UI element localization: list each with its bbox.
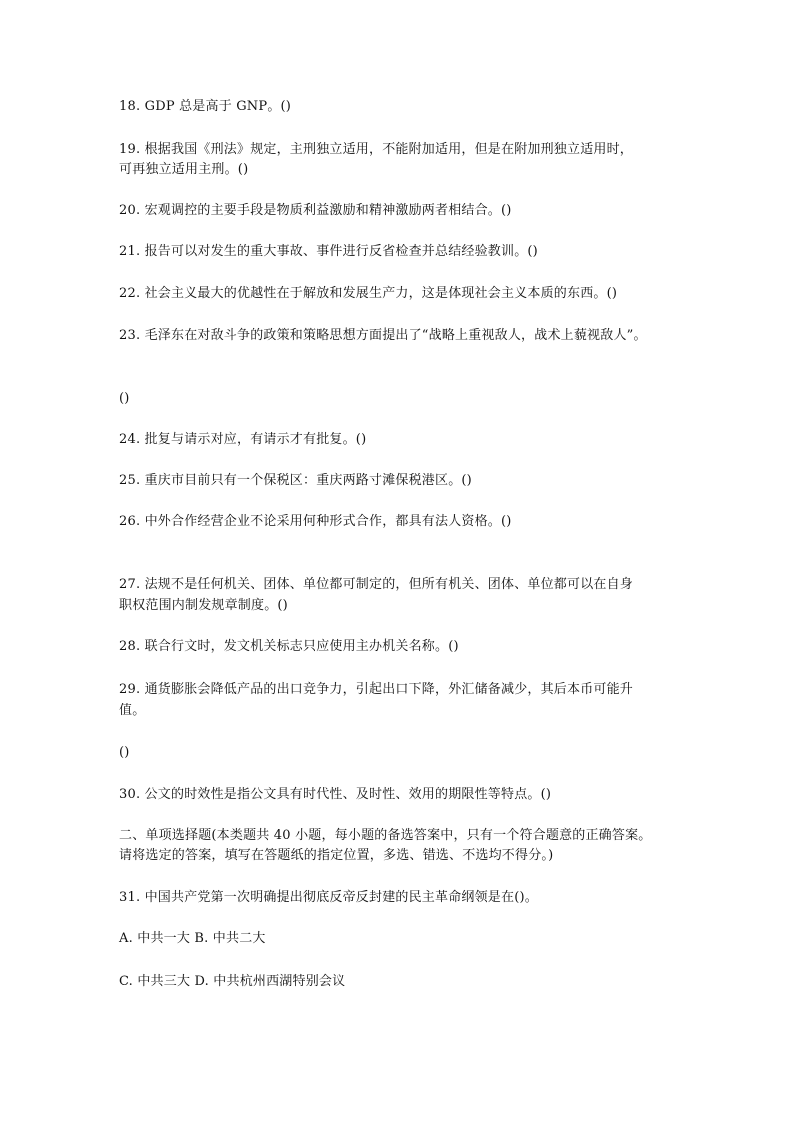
question-22: 22. 社会主义最大的优越性在于解放和发展生产力，这是体现社会主义本质的东西。()	[119, 286, 618, 301]
question-27-line-1: 27. 法规不是任何机关、团体、单位都可制定的，但所有机关、团体、单位都可以在自身	[119, 577, 634, 592]
question-29-line-2: 值。	[119, 703, 146, 718]
question-20: 20. 宏观调控的主要手段是物质利益激励和精神激励两者相结合。()	[119, 203, 512, 218]
question-28: 28. 联合行文时，发文机关标志只应使用主办机关名称。()	[119, 639, 459, 654]
question-26: 26. 中外合作经营企业不论采用何种形式合作，都具有法人资格。()	[119, 514, 512, 529]
section-heading-line-2: 请将选定的答案，填写在答题纸的指定位置，多选、错选、不选均不得分。)	[119, 848, 554, 863]
question-25: 25. 重庆市目前只有一个保税区：重庆两路寸滩保税港区。()	[119, 473, 472, 488]
question-29-paren: ()	[119, 745, 130, 760]
question-27-line-2: 职权范围内制发规章制度。()	[119, 598, 288, 613]
question-30: 30. 公文的时效性是指公文具有时代性、及时性、效用的期限性等特点。()	[119, 787, 552, 802]
question-24: 24. 批复与请示对应，有请示才有批复。()	[119, 432, 367, 447]
question-19-line-1: 19. 根据我国《刑法》规定，主刑独立适用，不能附加适用，但是在附加刑独立适用时，	[119, 142, 634, 157]
section-heading-line-1: 二、单项选择题(本类题共 40 小题，每小题的备选答案中，只有一个符合题意的正确答案。	[119, 828, 652, 843]
question-19-line-2: 可再独立适用主刑。()	[119, 162, 249, 177]
question-31-options-cd: C. 中共三大 D. 中共杭州西湖特别会议	[119, 974, 346, 989]
question-18: 18. GDP 总是高于 GNP。()	[119, 99, 292, 114]
question-31-options-ab: A. 中共一大 B. 中共二大	[119, 931, 266, 946]
question-21: 21. 报告可以对发生的重大事故、事件进行反省检查并总结经验教训。()	[119, 244, 538, 259]
question-31: 31. 中国共产党第一次明确提出彻底反帝反封建的民主革命纲领是在()。	[119, 890, 538, 905]
question-29-line-1: 29. 通货膨胀会降低产品的出口竞争力，引起出口下降，外汇储备减少，其后本币可能升	[119, 682, 634, 697]
question-23-paren: ()	[119, 391, 130, 406]
question-23-line-1: 23. 毛泽东在对敌斗争的政策和策略思想方面提出了“战略上重视敌人，战术上藐视敌人”。	[119, 328, 647, 343]
